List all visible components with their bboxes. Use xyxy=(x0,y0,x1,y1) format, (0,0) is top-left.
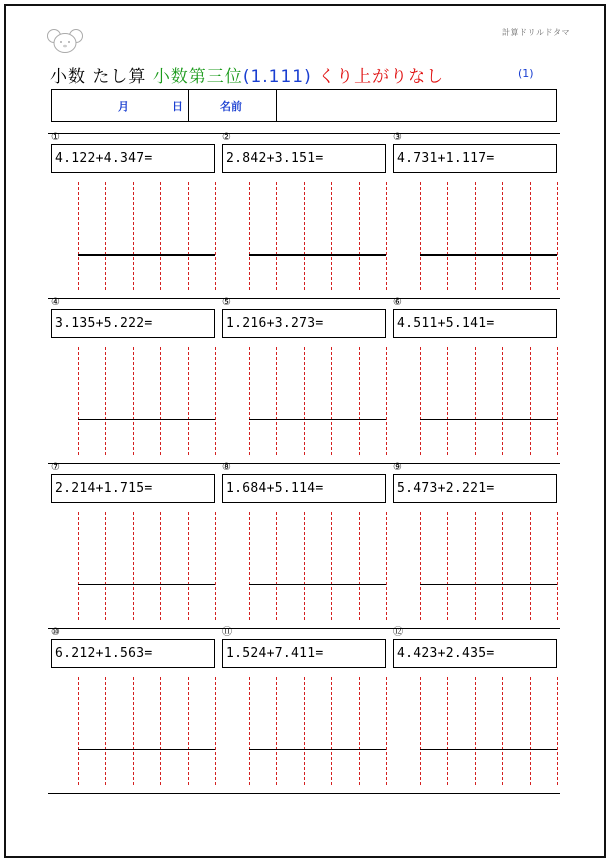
problem-expression: 2.214+1.715= xyxy=(55,481,153,496)
name-date-box xyxy=(51,89,557,122)
column-guide-line xyxy=(105,512,106,620)
problem-expression: 5.473+2.221= xyxy=(397,481,495,496)
column-guide-line xyxy=(215,347,216,455)
problem-expression: 4.511+5.141= xyxy=(397,316,495,331)
column-guide-line xyxy=(276,677,277,785)
column-guide-line xyxy=(304,677,305,785)
column-guide-line xyxy=(447,677,448,785)
name-label: 名前 xyxy=(220,100,242,113)
column-guide-line xyxy=(530,182,531,290)
column-guide-line xyxy=(502,347,503,455)
column-guide-line xyxy=(304,512,305,620)
column-guide-line xyxy=(249,512,250,620)
column-guide-line xyxy=(249,347,250,455)
problem-expression: 6.212+1.563= xyxy=(55,646,153,661)
day-label: 日 xyxy=(172,100,183,113)
answer-line xyxy=(420,584,557,585)
name-divider xyxy=(276,90,277,121)
problem-number: ⑫ xyxy=(393,627,403,638)
answer-line xyxy=(420,749,557,750)
problem-box xyxy=(51,309,215,338)
column-guide-line xyxy=(359,677,360,785)
column-guide-line xyxy=(133,677,134,785)
column-guide-line xyxy=(475,182,476,290)
title-example: (1.111) xyxy=(242,67,312,87)
column-guide-line xyxy=(475,677,476,785)
column-guide-line xyxy=(530,347,531,455)
problem-box xyxy=(393,144,557,173)
problem-expression: 1.684+5.114= xyxy=(226,481,324,496)
problem-box xyxy=(222,474,386,503)
column-guide-line xyxy=(530,677,531,785)
column-guide-line xyxy=(359,347,360,455)
problem-box xyxy=(51,639,215,668)
problem-number: ⑥ xyxy=(393,297,402,308)
column-guide-line xyxy=(502,677,503,785)
column-guide-line xyxy=(475,347,476,455)
column-guide-line xyxy=(331,512,332,620)
column-guide-line xyxy=(331,182,332,290)
column-guide-line xyxy=(502,512,503,620)
answer-line xyxy=(78,584,215,585)
column-guide-line xyxy=(160,182,161,290)
problem-box xyxy=(393,474,557,503)
bottom-rule xyxy=(48,793,560,794)
problem-expression: 3.135+5.222= xyxy=(55,316,153,331)
column-guide-line xyxy=(557,182,558,290)
column-guide-line xyxy=(276,182,277,290)
column-guide-line xyxy=(359,182,360,290)
problem-box xyxy=(393,309,557,338)
column-guide-line xyxy=(215,677,216,785)
problem-number: ⑦ xyxy=(51,462,60,473)
column-guide-line xyxy=(386,677,387,785)
problem-box xyxy=(222,144,386,173)
column-guide-line xyxy=(215,182,216,290)
title-carry-note: くり上がりなし xyxy=(318,67,445,87)
date-divider xyxy=(188,90,189,121)
column-guide-line xyxy=(557,347,558,455)
column-guide-line xyxy=(188,182,189,290)
problem-number: ⑨ xyxy=(393,462,402,473)
column-guide-line xyxy=(420,677,421,785)
problem-box xyxy=(222,309,386,338)
problem-expression: 1.216+3.273= xyxy=(226,316,324,331)
problem-box xyxy=(51,144,215,173)
column-guide-line xyxy=(447,182,448,290)
problem-expression: 2.842+3.151= xyxy=(226,151,324,166)
column-guide-line xyxy=(133,347,134,455)
column-guide-line xyxy=(133,512,134,620)
column-guide-line xyxy=(331,677,332,785)
column-guide-line xyxy=(188,512,189,620)
row-separator xyxy=(48,463,560,464)
column-guide-line xyxy=(447,347,448,455)
problem-expression: 4.122+4.347= xyxy=(55,151,153,166)
answer-line xyxy=(420,254,557,256)
answer-line xyxy=(78,419,215,420)
sheet-number: (1) xyxy=(518,67,534,80)
title-operation: 小数 たし算 xyxy=(50,67,147,87)
answer-line xyxy=(249,584,386,585)
column-guide-line xyxy=(386,512,387,620)
column-guide-line xyxy=(105,182,106,290)
month-label: 月 xyxy=(118,100,129,113)
column-guide-line xyxy=(304,182,305,290)
page-title xyxy=(50,62,444,87)
column-guide-line xyxy=(502,182,503,290)
column-guide-line xyxy=(557,512,558,620)
title-decimal-place: 小数第三位 xyxy=(152,67,243,87)
column-guide-line xyxy=(133,182,134,290)
column-guide-line xyxy=(475,512,476,620)
column-guide-line xyxy=(276,512,277,620)
column-guide-line xyxy=(160,347,161,455)
answer-line xyxy=(249,749,386,750)
column-guide-line xyxy=(276,347,277,455)
column-guide-line xyxy=(105,677,106,785)
column-guide-line xyxy=(447,512,448,620)
problem-number: ⑧ xyxy=(222,462,231,473)
site-name: 計算ドリルドタマ xyxy=(502,28,570,37)
column-guide-line xyxy=(420,182,421,290)
answer-line xyxy=(420,419,557,420)
row-separator xyxy=(48,628,560,629)
column-guide-line xyxy=(249,182,250,290)
answer-line xyxy=(78,254,215,256)
column-guide-line xyxy=(215,512,216,620)
column-guide-line xyxy=(188,677,189,785)
mouse-mascot-icon xyxy=(47,28,83,54)
column-guide-line xyxy=(249,677,250,785)
problem-number: ① xyxy=(51,132,60,143)
problem-number: ③ xyxy=(393,132,402,143)
column-guide-line xyxy=(160,512,161,620)
row-separator xyxy=(48,133,560,134)
problem-number: ⑪ xyxy=(222,627,232,638)
problem-number: ⑤ xyxy=(222,297,231,308)
column-guide-line xyxy=(530,512,531,620)
column-guide-line xyxy=(420,347,421,455)
column-guide-line xyxy=(557,677,558,785)
column-guide-line xyxy=(359,512,360,620)
column-guide-line xyxy=(386,347,387,455)
column-guide-line xyxy=(78,347,79,455)
problem-expression: 4.423+2.435= xyxy=(397,646,495,661)
problem-number: ④ xyxy=(51,297,60,308)
column-guide-line xyxy=(160,677,161,785)
answer-line xyxy=(78,749,215,750)
column-guide-line xyxy=(78,677,79,785)
problem-expression: 1.524+7.411= xyxy=(226,646,324,661)
column-guide-line xyxy=(105,347,106,455)
problem-box xyxy=(222,639,386,668)
problem-box xyxy=(393,639,557,668)
problem-number: ② xyxy=(222,132,231,143)
column-guide-line xyxy=(331,347,332,455)
column-guide-line xyxy=(78,182,79,290)
problem-expression: 4.731+1.117= xyxy=(397,151,495,166)
problem-number: ⑩ xyxy=(51,627,60,638)
column-guide-line xyxy=(420,512,421,620)
column-guide-line xyxy=(188,347,189,455)
column-guide-line xyxy=(304,347,305,455)
row-separator xyxy=(48,298,560,299)
answer-line xyxy=(249,254,386,256)
problem-box xyxy=(51,474,215,503)
column-guide-line xyxy=(78,512,79,620)
answer-line xyxy=(249,419,386,420)
column-guide-line xyxy=(386,182,387,290)
